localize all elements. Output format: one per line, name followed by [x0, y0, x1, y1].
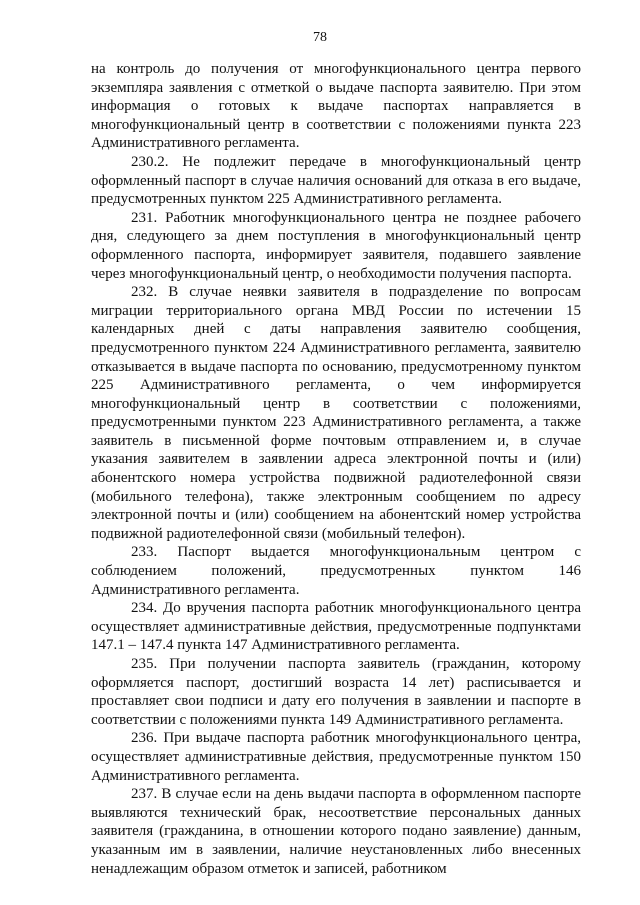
paragraph-235: 235. При получении паспорта заявитель (гражданин, которому оформляется паспорт, достигший возраста 14 лет) расписывается и проставляет свои подписи и дату его получения в заявлении и паспорте в соответствии с положениями пункта 149 Административного регламента. [91, 656, 581, 728]
paragraph-237: 237. В случае если на день выдачи паспорта в оформленном паспорте выявляются технический брак, несоответствие персональных данных заявителя (гражданина, в отношении которого подано заявление) данным, указанным им в заявлении, наличие неустановленных либо внесенных ненадлежащим образом отметок и записей, работником [91, 786, 581, 877]
paragraph-230-2: 230.2. Не подлежит передаче в многофункциональный центр оформленный паспорт в случае наличия оснований для отказа в его выдаче, предусмотренных пунктом 225 Административного регламента. [91, 153, 581, 208]
paragraph-234: 234. До вручения паспорта работник многофункционального центра осуществляет административные действия, предусмотренные подпунктами 147.1 – 147.4 пункта 147 Административного регламента. [91, 600, 581, 654]
page-number: 78 [313, 30, 327, 45]
paragraph-232: 232. В случае неявки заявителя в подразделение по вопросам миграции территориального органа МВД России по истечении 15 календарных дней с даты направления заявителю сообщения, предусмотренного пунктом 224 Административного регламента, заявителю отказывается в выдаче паспорта по основанию, предусмотренному пунктом 225 Административного регламента, о чем информируется многофункциональный центр в соответствии с положениями, предусмотренными пунктом 223 Административного регламента, а также заявитель в письменной форме почтовым отправлением и, в случае указания заявителем в заявлении адреса электронной почты и (или) абонентского номера устройства подвижной радиотелефонной связи (мобильного телефона), также электронным сообщением по адресу электронной почты и (или) сообщением на абонентский номер устройства подвижной радиотелефонной связи (мобильный телефон). [91, 284, 581, 542]
paragraph-236: 236. При выдаче паспорта работник многофункционального центра, осуществляет административные действия, предусмотренные пунктом 150 Административного регламента. [91, 730, 581, 784]
document-body [91, 60, 581, 878]
paragraph-231: 231. Работник многофункционального центра не позднее рабочего дня, следующего за днем поступления в многофункциональный центр оформленного паспорта, информирует заявителя, подавшего заявление через многофункциональный центр, о необходимости получения паспорта. [91, 209, 581, 282]
paragraph-continuation: на контроль до получения от многофункционального центра первого экземпляра заявления с отметкой о выдаче паспорта заявителю. При этом информация о готовых к выдаче паспортах направляется в многофункциональный центр в соответствии с положениями пункта 223 Административного регламента. [91, 61, 581, 152]
paragraph-233: 233. Паспорт выдается многофункциональным центром с соблюдением положений, предусмотренных пунктом 146 Административного регламента. [91, 544, 581, 598]
